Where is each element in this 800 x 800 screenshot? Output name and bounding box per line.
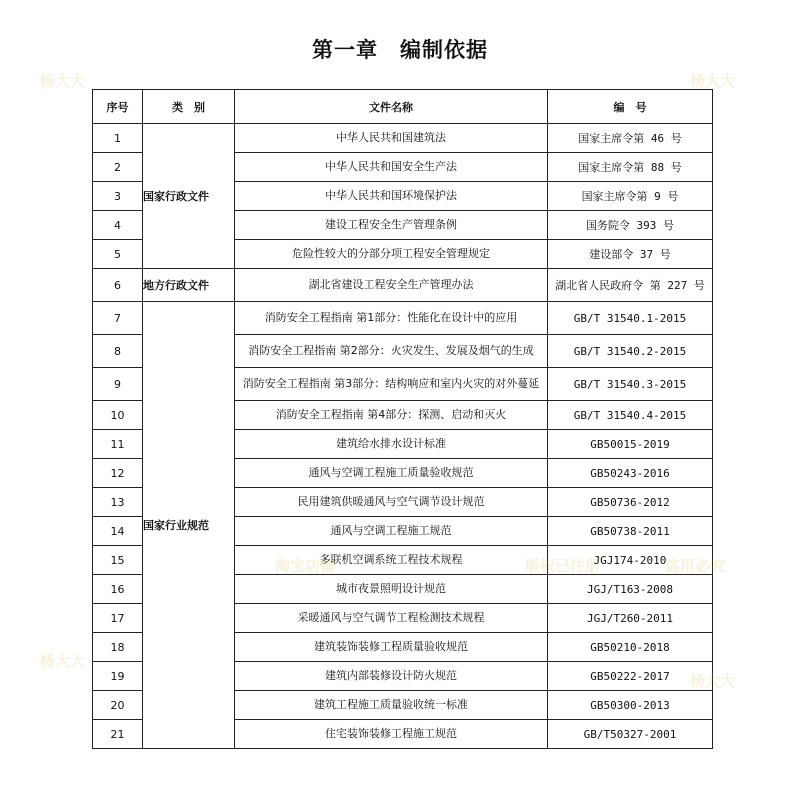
code-cell: 国家主席令第 46 号	[548, 124, 713, 153]
code-cell: 国家主席令第 9 号	[548, 182, 713, 211]
code-cell: GB50736-2012	[548, 488, 713, 517]
seq-cell: 18	[93, 633, 143, 662]
basis-table	[92, 89, 713, 749]
watermark-logo-text: 杨大大	[690, 72, 736, 90]
seq-cell: 12	[93, 459, 143, 488]
seq-cell: 4	[93, 211, 143, 240]
category-local: 地方行政文件	[143, 269, 235, 302]
seq-cell: 3	[93, 182, 143, 211]
doc-name-cell: 民用建筑供暖通风与空气调节设计规范	[235, 488, 548, 517]
category-industry: 国家行业规范	[143, 302, 235, 749]
doc-name-cell: 消防安全工程指南 第3部分：结构响应和室内火灾的对外蔓延	[235, 368, 548, 401]
doc-name-cell: 消防安全工程指南 第1部分：性能化在设计中的应用	[235, 302, 548, 335]
code-cell: 湖北省人民政府令 第 227 号	[548, 269, 713, 302]
doc-name-cell: 中华人民共和国建筑法	[235, 124, 548, 153]
table-row	[93, 269, 713, 302]
watermark-shop-text: 淘宝店铺	[275, 557, 336, 575]
code-cell: JGJ174-2010	[548, 546, 713, 575]
seq-cell: 14	[93, 517, 143, 546]
header-doc-name: 文件名称	[235, 90, 548, 124]
seq-cell: 2	[93, 153, 143, 182]
seq-cell: 9	[93, 368, 143, 401]
code-cell: GB/T 31540.2-2015	[548, 335, 713, 368]
seq-cell: 17	[93, 604, 143, 633]
category-national: 国家行政文件	[143, 124, 235, 269]
code-cell: GB50243-2016	[548, 459, 713, 488]
seq-cell: 13	[93, 488, 143, 517]
code-cell: GB/T 31540.3-2015	[548, 368, 713, 401]
watermark-notice-text: 盗用必究	[665, 557, 726, 575]
doc-name-cell: 城市夜景照明设计规范	[235, 575, 548, 604]
header-category: 类 别	[143, 90, 235, 124]
seq-cell: 8	[93, 335, 143, 368]
page-title: 第一章 编制依据	[312, 37, 488, 62]
doc-name-cell: 中华人民共和国环境保护法	[235, 182, 548, 211]
header-code: 编 号	[548, 90, 713, 124]
watermark-copyright-text: 版权已注册	[525, 557, 601, 575]
doc-name-cell: 住宅装饰装修工程施工规范	[235, 720, 548, 749]
seq-cell: 19	[93, 662, 143, 691]
doc-name-cell: 建设工程安全生产管理条例	[235, 211, 548, 240]
code-cell: GB/T50327-2001	[548, 720, 713, 749]
code-cell: GB50222-2017	[548, 662, 713, 691]
seq-cell: 11	[93, 430, 143, 459]
watermark-logo-text: 杨大大	[690, 672, 736, 690]
seq-cell: 5	[93, 240, 143, 269]
code-cell: JGJ/T260-2011	[548, 604, 713, 633]
doc-name-cell: 通风与空调工程施工质量验收规范	[235, 459, 548, 488]
doc-name-cell: 建筑工程施工质量验收统一标准	[235, 691, 548, 720]
doc-name-cell: 多联机空调系统工程技术规程	[235, 546, 548, 575]
code-cell: GB50210-2018	[548, 633, 713, 662]
doc-name-cell: 建筑内部装修设计防火规范	[235, 662, 548, 691]
doc-name-cell: 消防安全工程指南 第2部分：火灾发生、发展及烟气的生成	[235, 335, 548, 368]
header-seq: 序号	[93, 90, 143, 124]
doc-name-cell: 采暖通风与空气调节工程检测技术规程	[235, 604, 548, 633]
code-cell: GB50738-2011	[548, 517, 713, 546]
table-row	[93, 124, 713, 153]
code-cell: GB/T 31540.4-2015	[548, 401, 713, 430]
code-cell: 国家主席令第 88 号	[548, 153, 713, 182]
doc-name-cell: 通风与空调工程施工规范	[235, 517, 548, 546]
code-cell: GB50015-2019	[548, 430, 713, 459]
doc-name-cell: 消防安全工程指南 第4部分：探测、启动和灭火	[235, 401, 548, 430]
table-header-row	[93, 90, 713, 124]
code-cell: JGJ/T163-2008	[548, 575, 713, 604]
doc-name-cell: 危险性较大的分部分项工程安全管理规定	[235, 240, 548, 269]
seq-cell: 20	[93, 691, 143, 720]
code-cell: GB50300-2013	[548, 691, 713, 720]
seq-cell: 1	[93, 124, 143, 153]
seq-cell: 10	[93, 401, 143, 430]
doc-name-cell: 中华人民共和国安全生产法	[235, 153, 548, 182]
code-cell: 国务院令 393 号	[548, 211, 713, 240]
doc-name-cell: 湖北省建设工程安全生产管理办法	[235, 269, 548, 302]
seq-cell: 6	[93, 269, 143, 302]
seq-cell: 21	[93, 720, 143, 749]
doc-name-cell: 建筑给水排水设计标准	[235, 430, 548, 459]
seq-cell: 16	[93, 575, 143, 604]
doc-name-cell: 建筑装饰装修工程质量验收规范	[235, 633, 548, 662]
seq-cell: 7	[93, 302, 143, 335]
seq-cell: 15	[93, 546, 143, 575]
watermark-logo-text: 杨大大	[40, 72, 86, 90]
table-row	[93, 302, 713, 335]
code-cell: 建设部令 37 号	[548, 240, 713, 269]
code-cell: GB/T 31540.1-2015	[548, 302, 713, 335]
watermark-logo-text: 杨大大	[40, 652, 86, 670]
